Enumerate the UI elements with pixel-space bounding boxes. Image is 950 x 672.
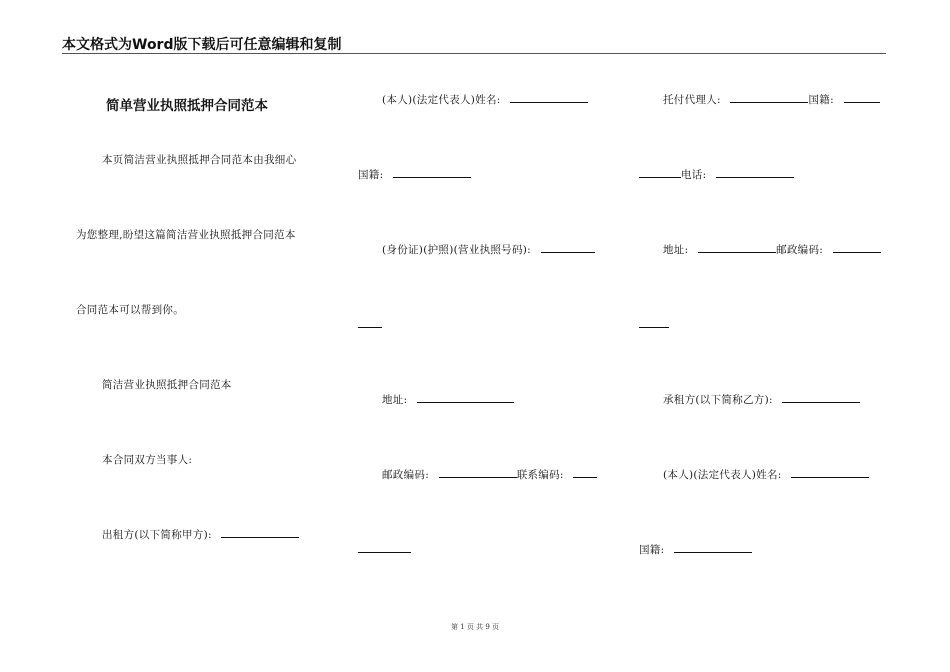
agent-nationality-blank-cont [639, 168, 681, 178]
lessee-name-field [663, 468, 869, 482]
agent-postal-blank-cont [639, 318, 669, 328]
lessor-postal-blank [439, 468, 517, 478]
parties-heading: 本合同双方当事人: [102, 454, 193, 466]
agent-address-field [663, 243, 881, 257]
lessor-name-blank [510, 93, 588, 103]
lessee-label: 承租方(以下简称乙方): [663, 394, 773, 406]
lessor-postal-label: 邮政编码: [382, 469, 430, 481]
lessee-name-blank [791, 468, 869, 478]
lessor-nationality-label: 国籍: [358, 169, 384, 181]
lessor-id-label: (身份证)(护照)(营业执照号码): [382, 244, 532, 256]
lessor-id-blank [541, 243, 595, 253]
agent-field [663, 93, 880, 107]
intro-line-2: 为您整理,盼望这篇简洁营业执照抵押合同范本 [76, 229, 296, 241]
lessee-blank [782, 393, 860, 403]
lessor-address-field [382, 393, 514, 407]
lessor-address-label: 地址: [382, 394, 408, 406]
column-1 [76, 0, 336, 672]
lessor-address-blank [417, 393, 514, 403]
agent-postal-blank [833, 243, 881, 253]
lessee-nationality-blank [674, 543, 752, 553]
agent-address-label: 地址: [663, 244, 689, 256]
agent-label: 托付代理人: [663, 94, 721, 106]
document-title: 简单营业执照抵押合同范本 [106, 98, 268, 114]
lessor-contact-blank-cont [358, 543, 411, 553]
lessee-nationality-field [639, 543, 752, 557]
lessor-field [102, 528, 299, 542]
intro-line-3: 合同范本可以帮到你。 [76, 304, 184, 316]
agent-postal-continuation [639, 318, 669, 332]
contract-subtitle: 简洁营业执照抵押合同范本 [102, 379, 232, 391]
lessor-contact-label: 联系编码: [516, 469, 564, 481]
lessor-blank [221, 528, 299, 538]
lessor-contact-continuation [358, 543, 411, 557]
column-3 [639, 0, 899, 672]
agent-address-blank [698, 243, 776, 253]
column-2 [358, 0, 618, 672]
agent-phone-field [639, 168, 794, 182]
agent-nationality-label: 国籍: [808, 94, 834, 106]
agent-phone-blank [716, 168, 794, 178]
agent-postal-label: 邮政编码: [776, 244, 824, 256]
lessor-label: 出租方(以下简称甲方): [102, 529, 212, 541]
lessor-id-continuation [358, 318, 382, 332]
page-footer: 第 1 页 共 9 页 [450, 623, 500, 631]
lessor-nationality-blank [393, 168, 471, 178]
lessor-nationality-field [358, 168, 471, 182]
lessor-id-blank-cont [358, 318, 382, 328]
lessee-name-label: (本人)(法定代表人)姓名: [663, 469, 782, 481]
agent-phone-label: 电话: [681, 169, 707, 181]
intro-line-1: 本页简洁营业执照抵押合同范本由我细心 [102, 154, 297, 166]
lessee-nationality-label: 国籍: [639, 544, 665, 556]
lessor-name-label: (本人)(法定代表人)姓名: [382, 94, 501, 106]
document-banner: 本文格式为Word版下载后可任意编辑和复制 [62, 37, 342, 53]
agent-nationality-blank [844, 93, 880, 103]
lessor-id-field [382, 243, 595, 257]
lessor-contact-blank [573, 468, 597, 478]
lessor-name-field [382, 93, 588, 107]
agent-blank [730, 93, 808, 103]
lessee-field [663, 393, 860, 407]
lessor-postal-field [382, 468, 597, 482]
